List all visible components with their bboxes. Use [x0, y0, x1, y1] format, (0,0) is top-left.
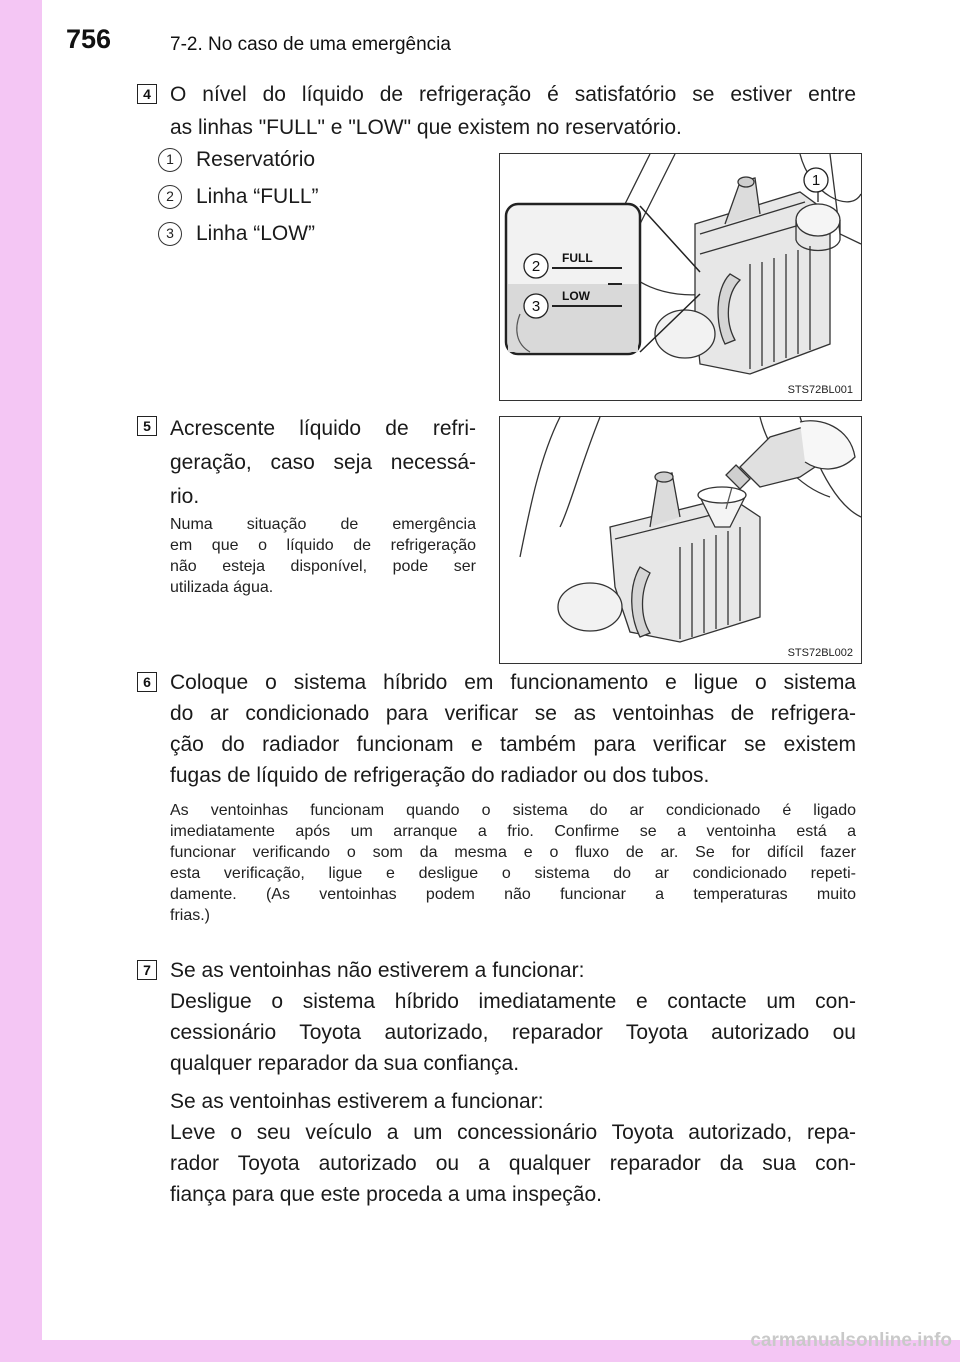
section-title: 7-2. No caso de uma emergência	[170, 34, 451, 55]
step-5-note: Numa situação de emergência em que o líquido de refrigeração não esteja disponível, pode ser utilizada água.	[170, 516, 476, 596]
legend-callout-2: 2	[158, 185, 182, 209]
step-number-7: 7	[137, 960, 157, 980]
low-mark-label: LOW	[562, 289, 590, 303]
page-number: 756	[66, 24, 112, 54]
legend-label-reservoir: Reservatório	[196, 148, 316, 171]
step-4-text: O nível do líquido de refrigeração é satisfatório se estiver entre as linhas "FULL" e "LOW" que existem no reservatório.	[170, 83, 856, 139]
figure-adding-coolant	[499, 416, 862, 664]
legend-callout-1: 1	[158, 148, 182, 172]
legend-label-low-line: Linha “LOW”	[196, 222, 316, 245]
adding-coolant-illustration	[500, 417, 861, 663]
step-7-text-not-working: Se as ventoinhas não estiverem a funcionar: Desligue o sistema híbrido imediatamente e contacte um con- cessionário Toyota autorizado, reparador Toyota autorizado ou qualquer reparador da sua confiança.	[170, 959, 856, 1075]
full-mark-label: FULL	[562, 251, 593, 265]
step-number-6: 6	[137, 672, 157, 692]
side-color-band	[0, 0, 42, 1362]
figure-code-1: STS72BL001	[787, 384, 853, 396]
coolant-reservoir-illustration	[500, 154, 861, 400]
step-7-text-working: Se as ventoinhas estiverem a funcionar: Leve o seu veículo a um concessionário Toyota autorizado, repa- rador Toyota autorizado ou a qualquer reparador da sua con- fiança para que este proceda a uma inspeção.	[170, 1090, 856, 1206]
step-6-note: As ventoinhas funcionam quando o sistema do ar condicionado é ligado imediatamente após um arranque a frio. Confirme se a ventoinha está a funcionar verificando o som da mesma e o fluxo de ar. Se for difícil fazer esta verificação, ligue e desligue o sistema do ar condicionado repeti- damente. (As ventoinhas podem não funcionar a temperaturas muito frias.)	[170, 802, 856, 924]
figure-callout-3: 3	[531, 298, 541, 315]
step-number-4: 4	[137, 84, 157, 104]
figure-code-2: STS72BL002	[787, 647, 853, 659]
step-6-text: Coloque o sistema híbrido em funcionamento e ligue o sistema do ar condicionado para verificar se as ventoinhas de refrigera- ção do radiador funcionam e também para verificar se existem fugas de líquido de refrigeração do radiador ou dos tubos.	[170, 671, 856, 787]
step-5-text: Acrescente líquido de refri- geração, caso seja necessá- rio.	[170, 417, 476, 508]
legend-label-full-line: Linha “FULL”	[196, 185, 319, 208]
watermark: carmanualsonline.info	[750, 1330, 952, 1351]
figure-callout-1: 1	[811, 172, 821, 189]
figure-coolant-reservoir-levels	[499, 153, 862, 401]
legend-callout-3: 3	[158, 222, 182, 246]
figure-callout-2: 2	[531, 258, 541, 275]
step-number-5: 5	[137, 416, 157, 436]
